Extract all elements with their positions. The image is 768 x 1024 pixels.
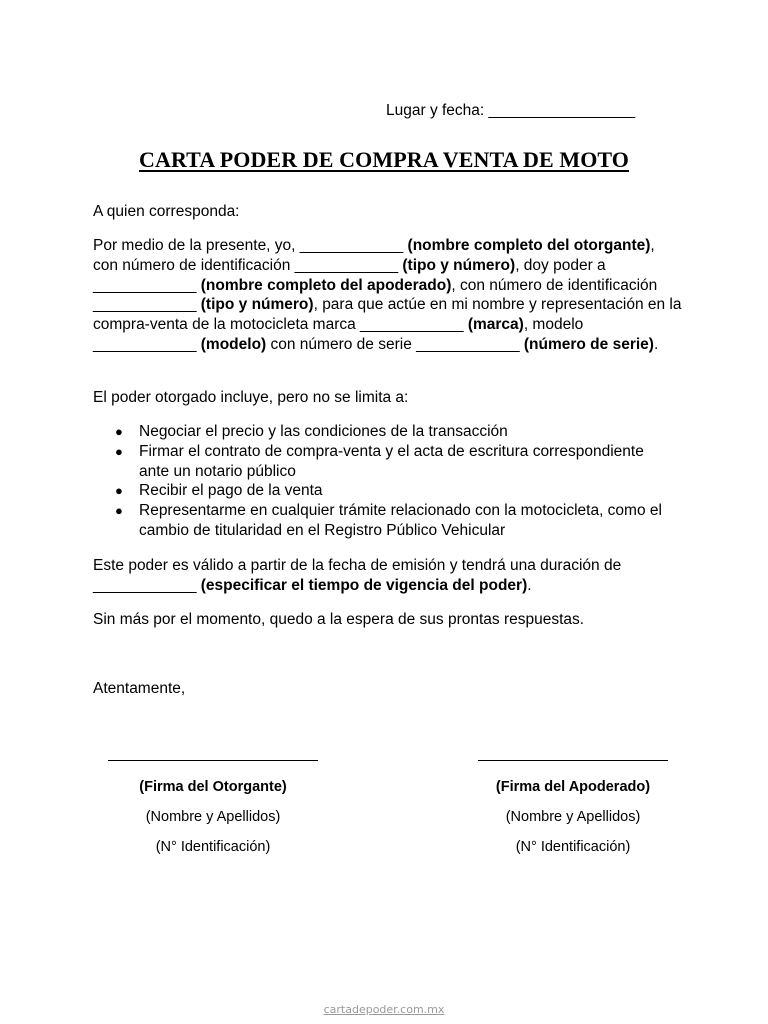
greeting: A quien corresponda: — [93, 203, 240, 220]
grant-text-6: , modelo ____________ — [93, 316, 584, 353]
grant-text-7: con número de serie ____________ — [266, 335, 524, 353]
validity-text-1: Este poder es válido a partir de la fecha de emisión y tendrá una duración de ____________ — [93, 557, 622, 594]
grantor-id-placeholder: (tipo y número) — [402, 256, 516, 274]
model-placeholder: (modelo) — [200, 335, 267, 353]
bullet-icon: ● — [115, 443, 123, 459]
attorney-id-placeholder: (tipo y número) — [200, 296, 314, 314]
grant-text-5: , para que actúe en mi nombre y representación en la compra-venta de la motocicleta marca ____________ — [93, 296, 682, 334]
website-watermark: cartadepoder.com.mx — [323, 1003, 445, 1016]
scope-list — [115, 422, 675, 541]
list-item — [115, 481, 675, 501]
scope-intro: El poder otorgado incluye, pero no se limita a: — [93, 389, 409, 406]
brand-placeholder: (marca) — [467, 316, 524, 334]
serial-number-placeholder: (número de serie) — [523, 335, 654, 353]
closing-paragraph: Sin más por el momento, quedo a la espera de sus prontas respuestas. — [93, 611, 585, 628]
attorney-name-placeholder: (nombre completo del apoderado) — [200, 276, 452, 294]
grant-text-2: , con número de identificación ____________ — [93, 237, 655, 274]
grantor-signature-block — [108, 760, 318, 855]
closing-salutation: Atentamente, — [93, 680, 186, 697]
document-title: CARTA PODER DE COMPRA VENTA DE MOTO — [138, 147, 630, 172]
grantor-signature-line — [108, 760, 318, 761]
attorney-signature-line — [478, 760, 668, 761]
list-item-text: Recibir el pago de la venta — [139, 482, 323, 500]
grantor-id-label: (N° Identificación) — [155, 839, 271, 855]
list-item — [115, 422, 675, 442]
grant-text-8: . — [653, 335, 659, 353]
list-item-text: Firmar el contrato de compra-venta y el acta de escritura correspondiente ante un notario público — [139, 442, 644, 480]
bullet-icon: ● — [115, 483, 123, 499]
list-item-text: Negociar el precio y las condiciones de la transacción — [139, 423, 508, 440]
grantor-name-placeholder: (nombre completo del otorgante) — [407, 237, 651, 254]
attorney-signature-label: (Firma del Apoderado) — [495, 779, 651, 795]
validity-text-2: . — [527, 576, 532, 594]
validity-period-placeholder: (especificar el tiempo de vigencia del poder) — [200, 576, 528, 594]
attorney-id-label: (N° Identificación) — [515, 839, 631, 855]
attorney-name-label: (Nombre y Apellidos) — [505, 809, 641, 825]
grant-text-4: , con número de identificación ____________ — [93, 276, 658, 314]
grantor-signature-label: (Firma del Otorgante) — [139, 779, 287, 795]
grant-text-3: , doy poder a ____________ — [93, 256, 606, 294]
list-item — [115, 501, 675, 541]
place-and-date-field: Lugar y fecha: _________________ — [386, 102, 636, 119]
bullet-icon: ● — [115, 503, 123, 519]
grant-paragraph — [93, 236, 683, 355]
validity-paragraph — [93, 556, 683, 596]
bullet-icon: ● — [115, 424, 123, 439]
list-item-text: Representarme en cualquier trámite relacionado con la motocicleta, como el cambio de titularidad en el Registro Público Vehicular — [139, 502, 662, 539]
list-item — [115, 442, 675, 482]
grantor-name-label: (Nombre y Apellidos) — [145, 809, 281, 825]
grant-text-1: Por medio de la presente, yo, ____________ — [93, 237, 408, 254]
attorney-signature-block — [478, 760, 668, 855]
